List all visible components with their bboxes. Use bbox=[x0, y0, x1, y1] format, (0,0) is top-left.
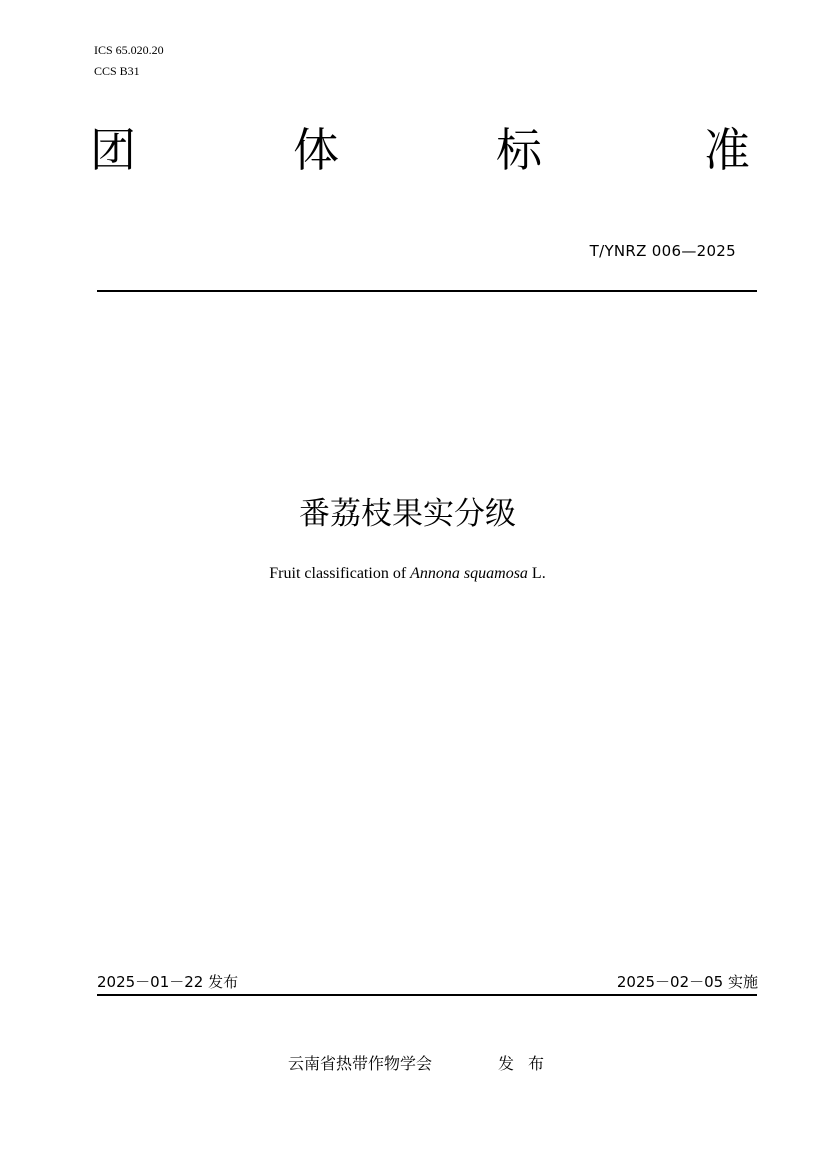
publish-label: 发布 bbox=[498, 1054, 559, 1073]
standard-type-char-3: 标 bbox=[496, 123, 542, 177]
standard-type-char-2: 体 bbox=[293, 123, 339, 177]
document-subtitle bbox=[0, 562, 815, 586]
top-divider bbox=[97, 290, 757, 292]
issue-date: 2025－01－22 发布 bbox=[97, 973, 239, 991]
document-title: 番荔枝果实分级 bbox=[299, 496, 516, 532]
ccs-code: CCS B31 bbox=[94, 64, 140, 78]
subtitle-species: Annona squamosa bbox=[410, 565, 528, 582]
standard-type-char-4: 准 bbox=[704, 123, 750, 177]
bottom-divider bbox=[97, 994, 757, 996]
document-number: T/YNRZ 006—2025 bbox=[589, 242, 736, 260]
ics-code: ICS 65.020.20 bbox=[94, 43, 164, 57]
publisher-name: 云南省热带作物学会 bbox=[288, 1054, 433, 1073]
subtitle-prefix: Fruit classification of bbox=[269, 565, 411, 582]
implementation-date: 2025－02－05 实施 bbox=[616, 973, 758, 991]
standard-type-char-1: 团 bbox=[90, 123, 136, 177]
subtitle-suffix: L. bbox=[527, 565, 546, 582]
